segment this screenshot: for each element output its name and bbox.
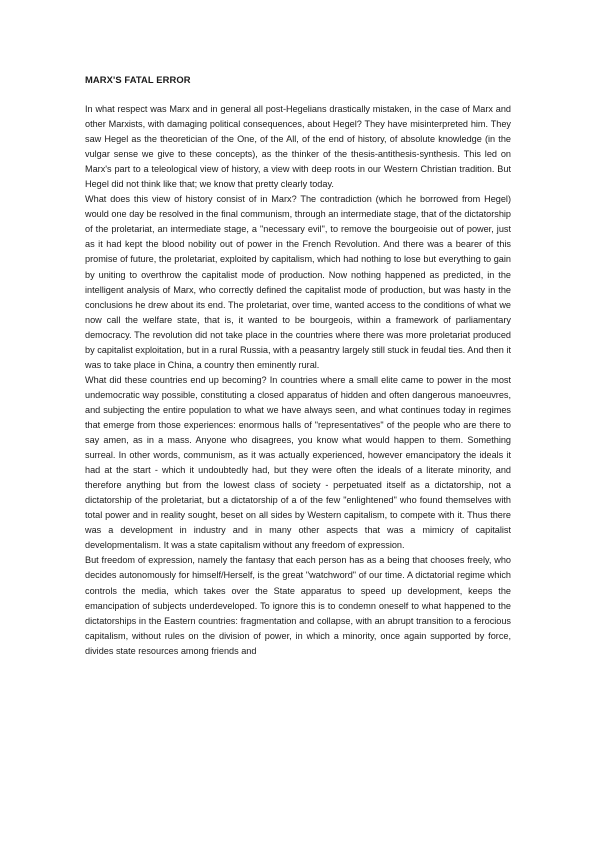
paragraph-3: What did these countries end up becoming? In countries where a small elite came to power in the most undemocratic way possible, constituting a closed apparatus of hidden and often dangerous manoeuvres, and subjecting the entire population to what we have always seen, and what continues today in regimes that emerge from those experiences: enormous halls of "representatives" of the people who are there to say amen, as in a mass. Anyone who disagrees, you know what would happen to them. Something surreal. In other words, communism, as it was actually experienced, however emancipatory the ideals it had at the start - which it undoubtedly had, but they were often the ideals of a literate minority, and therefore anything but from the lowest class of society - perpetuated itself as a dictatorship, not a dictatorship of the proletariat, but a dictatorship of a of the few "enlightened" who found themselves with total power and in reality sought, beset on all sides by Western capitalism, to compete with it. Thus there was a development in industry and in many other aspects that was a mimicry of capitalist developmentalism. It was a state capitalism without any freedom of expression. [85,374,511,551]
paragraph-1: In what respect was Marx and in general all post-Hegelians drastically mistaken, in the case of Marx and other Marxists, with damaging political consequences, about Hegel? They have misinterpreted him. They saw Hegel as the theoretician of the One, of the All, of the end of history, of absolute knowledge (in the vulgar sense we give to these concepts), as the thinker of the thesis-antithesis-synthesis. This led on Marx's part to a teleological view of history, a view with deep roots in our Western Christian tradition. But Hegel did not think like that; we know that pretty clearly today. [85,104,511,190]
document-body [85,72,511,659]
document-title: MARX'S FATAL ERROR [85,74,191,85]
paragraph-4: But freedom of expression, namely the fantasy that each person has as a being that chooses freely, who decides autonomously for himself/Herself, is the great "watchword" of our time. A dictatorial regime which controls the media, which takes over the State apparatus to speed up development, keeps the emancipation of subjects underdeveloped. To ignore this is to condemn oneself to what happened to the dictatorships in the Eastern countries: fragmentation and collapse, with an abrupt transition to a ferocious capitalism, without rules on the division of power, in which a minority, once again supported by force, divides state resources among friends and [85,555,511,656]
paragraph-2: What does this view of history consist of in Marx? The contradiction (which he borrowed from Hegel) would one day be resolved in the final communism, through an intermediate stage, that of the dictatorship of the proletariat, an intermediate stage, a "necessary evil", to remove the bourgeoisie out of power, just as it had kept the blood nobility out of power in the French Revolution. And there was a bearer of this promise of future, the proletariat, exploited by capitalism, which had nothing to lose but everything to gain by uniting to overthrow the capitalist mode of production. Now nothing happened as predicted, in the intelligent analysis of Marx, who correctly defined the capitalist mode of production, but was hasty in the conclusions he drew about its end. The proletariat, over time, wanted access to the conditions of what we now call the welfare state, that is, it wanted to be bourgeois, within a framework of parliamentary democracy. The revolution did not take place in the countries where there was more proletariat produced by capitalist exploitation, but in a rural Russia, with a peasantry largely still stuck in feudal ties. And then it was to take place in China, a country then eminently rural. [85,194,511,370]
